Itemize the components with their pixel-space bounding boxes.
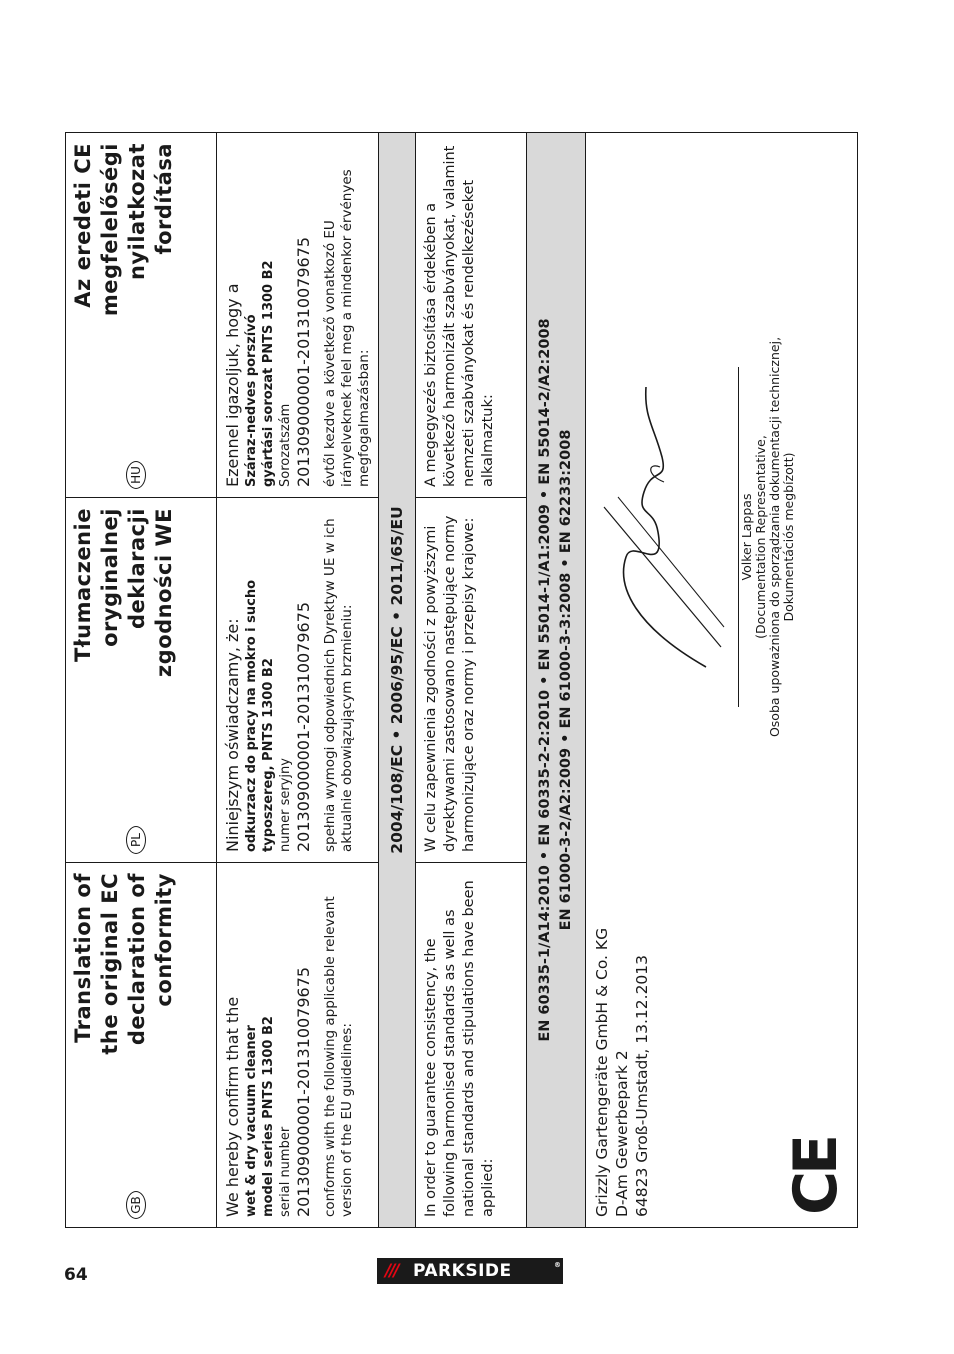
logo-word: PARKSIDE (413, 1261, 512, 1281)
company-address: Grizzly Gartengeräte GmbH & Co. KG D-Am Gewerbepark 2 64823 Groß-Umstadt, 13.12.2013 (593, 927, 651, 1217)
column-header-gb (66, 863, 216, 1227)
language-badge-pl: PL (126, 826, 146, 854)
logo-mark: /// (385, 1261, 398, 1281)
column-header-pl (66, 498, 216, 862)
serial-number: 201309000001-201310079675 (294, 601, 313, 852)
serial-number: 201309000001-201310079675 (294, 966, 313, 1217)
harmonised-text-hu: A megegyezés biztosítása érdekében a következő harmonizált szabványokat, valamint nemzeti szabványokat és rendelkezéseket alkalmaztuk: (423, 145, 496, 487)
column-pl (66, 497, 378, 862)
signature (596, 367, 736, 707)
ce-mark: CE (781, 1137, 851, 1215)
standards-band: EN 60335-1/A14:2010 • EN 60335-2-2:2010 • EN 55014-1/A1:2009 • EN 55014-2/A2:2008 EN 61000-3-2/A2:2009 • EN 61000-3-3:2008 • EN 62233:2008 (526, 133, 586, 1227)
directives-band: 2004/108/EC • 2006/95/EC • 2011/65/EU (378, 133, 416, 1227)
column-header-hu (66, 133, 216, 497)
language-badge-hu: HU (126, 461, 146, 489)
signature-section (586, 133, 859, 1227)
confirmation-text-hu: Ezennel igazoljuk, hogy a Száraz-nedves porszívó gyártási sorozat PNTS 1300 B2 Sorozatszám 201309000001-201310079675 évtől kezdve a következő vonatkozó EU irányelveknek felel meg a mindenkor érvényes megfogalmazásban: (216, 133, 378, 497)
declaration-of-conformity (65, 132, 858, 1228)
registered-mark: ® (554, 1261, 561, 1269)
harmonised-text-pl: W celu zapewnienia zgodności z powyższymi dyrektywami zastosowano następujące normy harmonizujące oraz normy i przepisy krajowe: (416, 497, 526, 862)
column-hu (66, 133, 378, 497)
harmonised-text-gb: In order to guarantee consistency, the following harmonised standards as well as national standards and stipulations have been applied: (416, 862, 526, 1227)
page-number: 64 (64, 1265, 88, 1285)
declaration-table (65, 132, 858, 1228)
confirmation-text-pl: Niniejszym oświadczamy, że: odkurzacz do pracy na mokro i sucho typoszereg, PNTS 1300 B2 numer seryjny 201309000001-201310079675 spełnia wymogi odpowiednich Dyrektyw UE w ich aktualnie obowiązującym brzmieniu: (216, 498, 378, 862)
column-gb (66, 862, 378, 1227)
column-title-gb: Translation of the original EC declaration of conformity (71, 873, 176, 1055)
parkside-logo (377, 1258, 563, 1284)
column-title-hu: Az eredeti CE megfelelőségi nyilatkozat fordítása (71, 143, 176, 317)
language-badge-gb: GB (126, 1191, 146, 1219)
signer-block: Volker Lappas (Documentation Representative, Osoba upoważniona do sporządzania dokumentacji technicznej, Dokumentációs megbízott) (739, 336, 796, 738)
confirmation-text-gb: We hereby confirm that the wet & dry vacuum cleaner model series PNTS 1300 B2 serial number 201309000001-201310079675 conforms with the following applicable relevant version of the EU guidelines: (216, 863, 378, 1227)
serial-number: 201309000001-201310079675 (294, 236, 313, 487)
column-title-pl: Tłumaczenie oryginalnej deklaracji zgodności WE (71, 508, 176, 678)
